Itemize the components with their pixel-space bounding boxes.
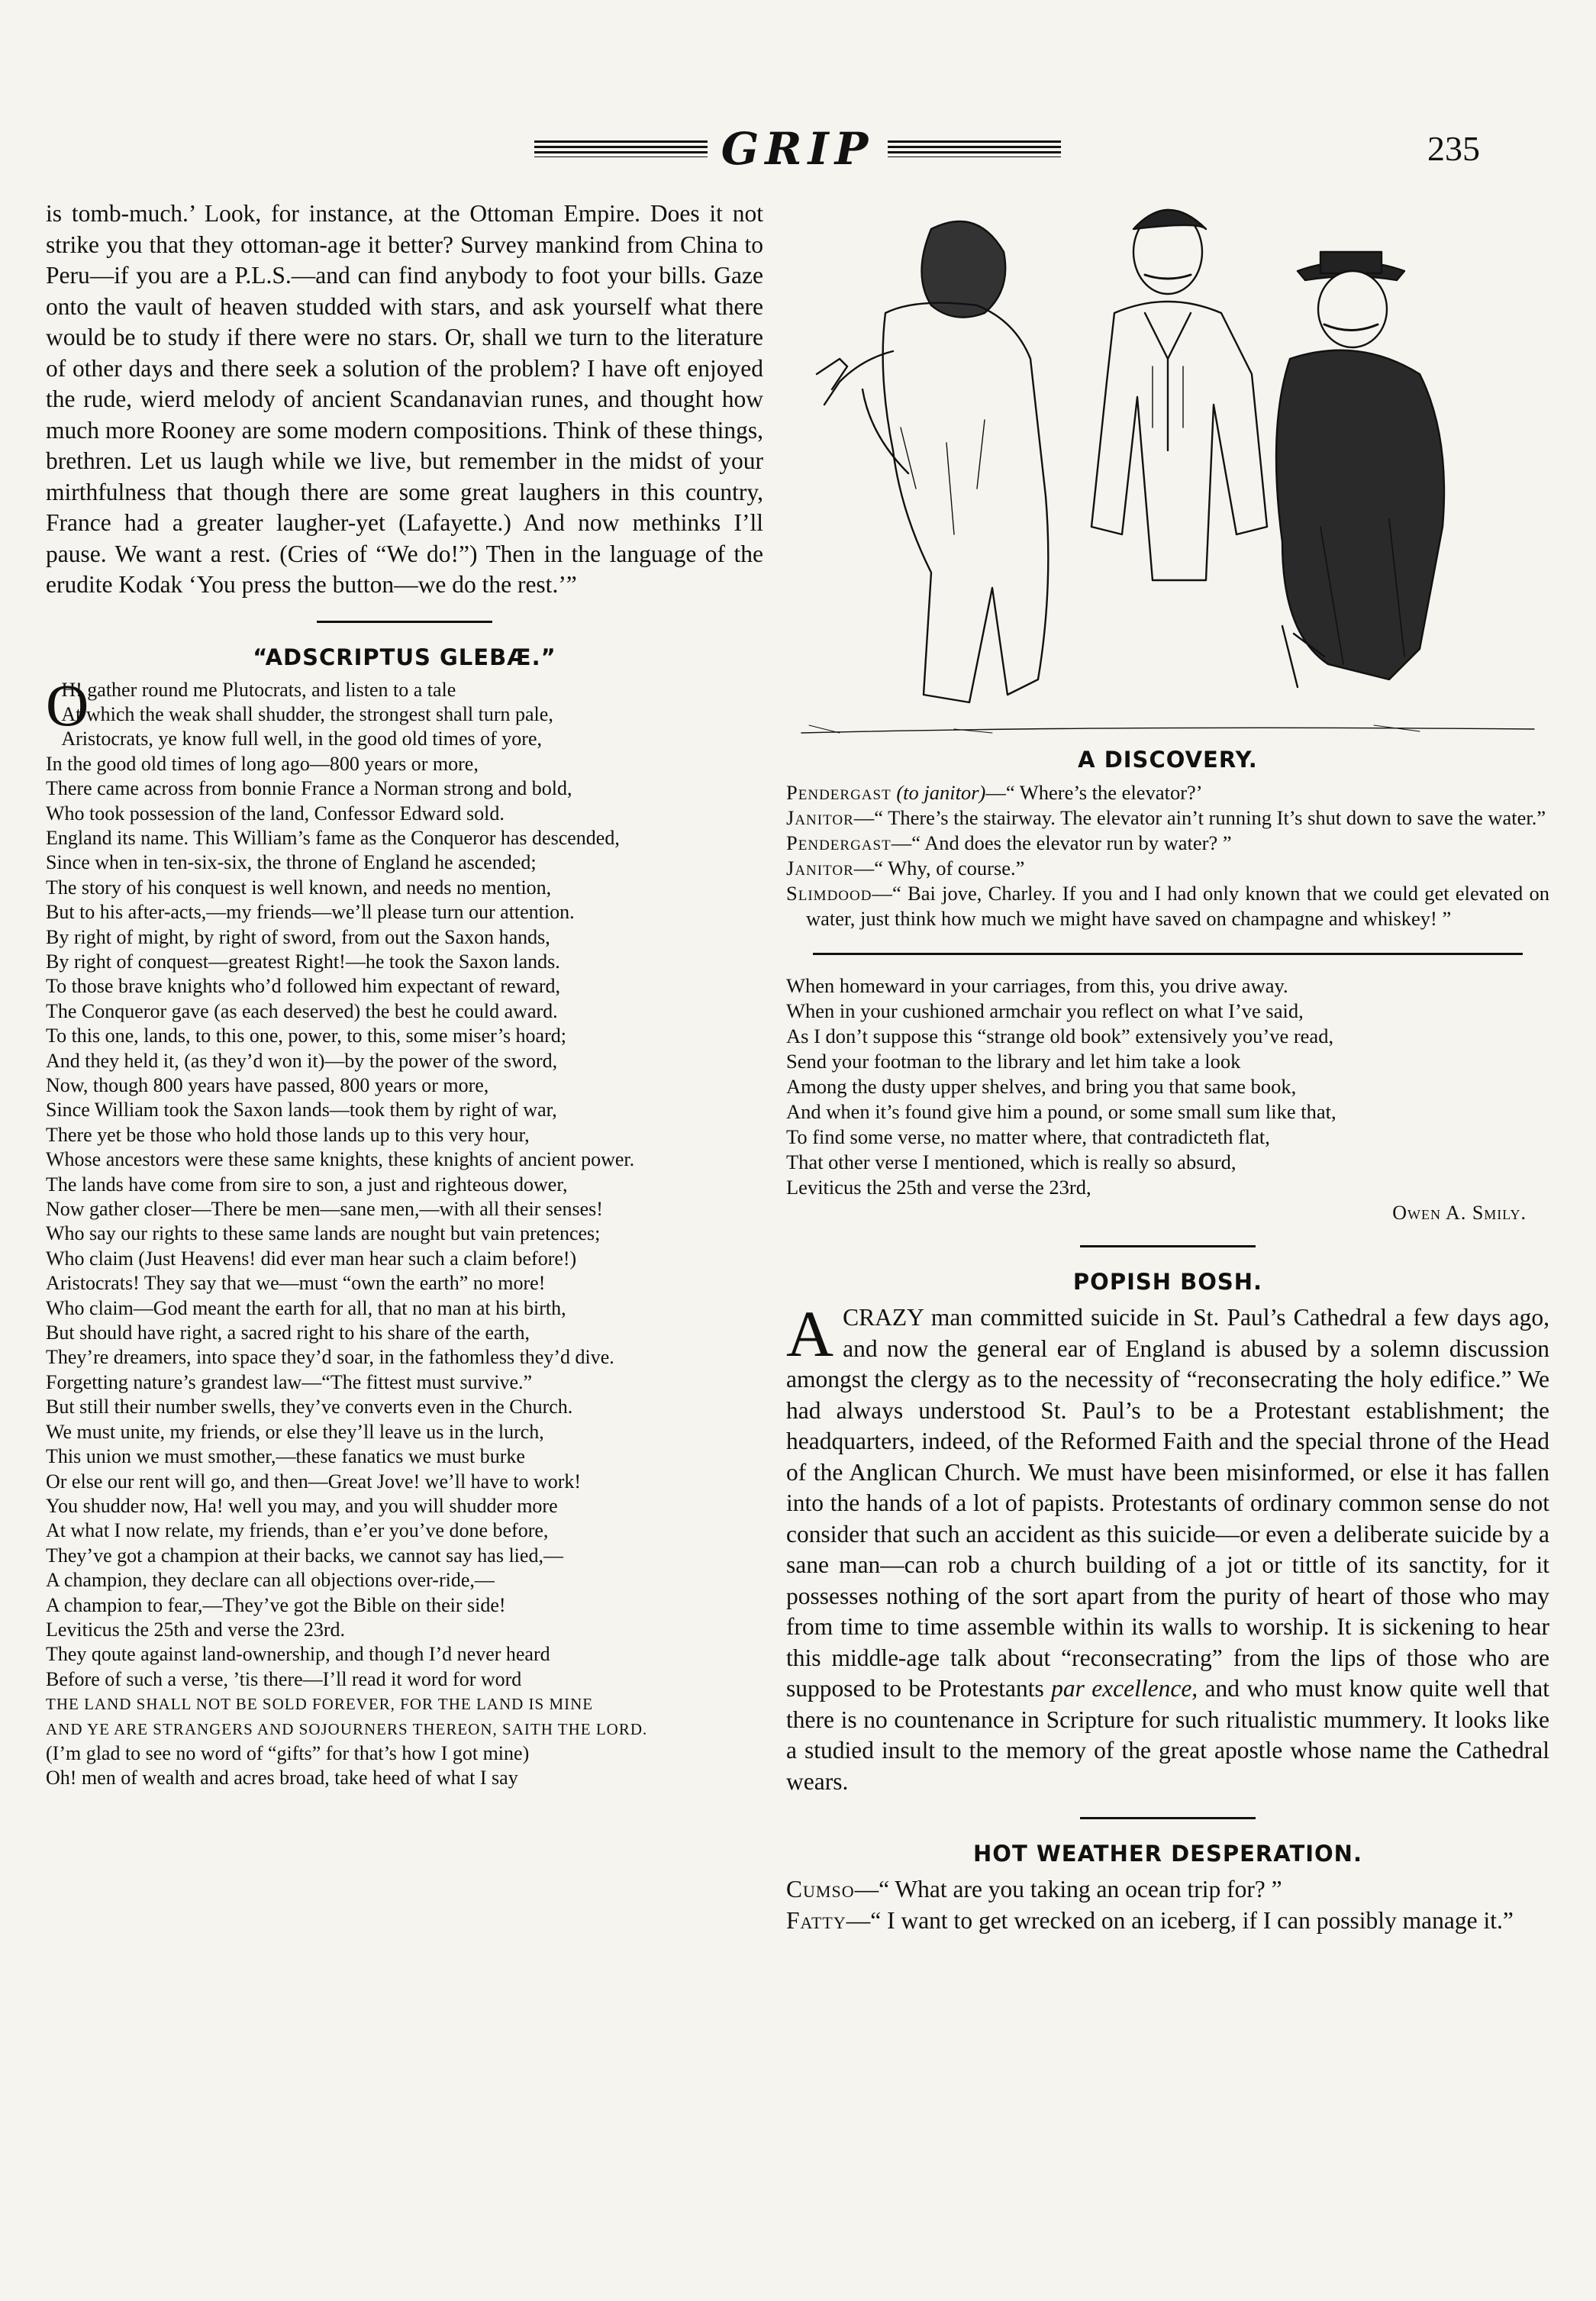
poem-continuation-line: When in your cushioned armchair you reflect on what I’ve said,: [786, 999, 1304, 1022]
hot-weather-line: [786, 1874, 1549, 1906]
poem-line: Oh! men of wealth and acres broad, take heed of what I say: [46, 1767, 518, 1789]
hot-weather-title: HOT WEATHER DESPERATION.: [973, 1841, 1362, 1867]
page-number: 235: [1427, 129, 1480, 168]
dialog-text: —“ Where’s the elevator?’: [985, 781, 1203, 804]
poem-line: But still their number swells, they’ve converts even in the Church.: [46, 1396, 573, 1418]
dialog-text: —“ Why, of course.”: [853, 857, 1025, 879]
poem-line: Aristocrats! They say that we—must “own the earth” no more!: [46, 1272, 546, 1295]
poem-line: Leviticus the 25th and verse the 23rd.: [46, 1618, 346, 1641]
popish-dropcap: A: [786, 1297, 834, 1370]
poem-continuation-line: To find some verse, no matter where, that contradicteth flat,: [786, 1125, 1270, 1148]
poem-signature: Owen A. Smily.: [1392, 1202, 1527, 1224]
popish-text: CRAZY man committed suicide in St. Paul’s Cathedral a few days ago, and now the general ear of England is abused by a solemn discussion amongst the clergy as to the necessity of “reconsecrating the holy edifice.” We had always understood St. Paul’s to be a Protestant establishment; the headquarters, indeed, of the Reformed Faith and the special throne of the Head of the Anglican Church. We must have been misinformed, or else it has fallen into the hands of a lot of papists. Protestants of ordinary common sense do not consider that such an accident as this suicide—or even a deliberate suicide by a sane man—can rob a church building of a jot or tittle of its sanctity, for it possesses nothing of the sort apart from the purity of heart of those who may from time to time assemble within its walls to worship. It is sickening to hear this middle-age talk about “reconsecrating” from the lips of those who are supposed to be Protestants: [786, 1304, 1549, 1702]
section-divider: [317, 621, 492, 623]
poem-line: The lands have come from sire to son, a just and righteous dower,: [46, 1173, 568, 1196]
poem-continuation-line: And when it’s found give him a pound, or some small sum like that,: [786, 1100, 1336, 1123]
poem-continuation-line: As I don’t suppose this “strange old book” extensively you’ve read,: [786, 1025, 1334, 1047]
poem-line: And they held it, (as they’d won it)—by the power of the sword,: [46, 1049, 558, 1072]
poem-line: At what I now relate, my friends, than e’er you’ve done before,: [46, 1519, 549, 1542]
poem-line: A champion to fear,—They’ve got the Bible on their side!: [46, 1593, 506, 1616]
poem-line: They’ve got a champion at their backs, we cannot say has lied,—: [46, 1544, 563, 1567]
dialog-line: [786, 805, 1549, 831]
dialog-line: [786, 881, 1549, 931]
illustration-caption: A DISCOVERY.: [1078, 747, 1258, 773]
dialog-aside: (to janitor): [896, 781, 986, 804]
left-column: [46, 198, 763, 1791]
dialog-text: —“ There’s the stairway. The elevator ain’t running It’s shut down to save the water.”: [853, 806, 1546, 829]
poem-line: There came across from bonnie France a Norman strong and bold,: [46, 777, 572, 800]
poem-title: “ADSCRIPTUS GLEBÆ.”: [253, 644, 556, 670]
dialog-speaker: Janitor: [786, 806, 854, 829]
poem-line: But to his after-acts,—my friends—we’ll please turn our attention.: [46, 901, 575, 924]
poem-line: Aristocrats, ye know full well, in the good old times of yore,: [61, 728, 543, 750]
poem-line: Before of such a verse, ’tis there—I’ll read it word for word: [46, 1667, 522, 1690]
poem-line: They qoute against land-ownership, and though I’d never heard: [46, 1643, 550, 1666]
poem-scripture-line: THE LAND SHALL NOT BE SOLD FOREVER, FOR THE LAND IS MINE: [46, 1695, 594, 1714]
section-divider-wide: [813, 953, 1523, 955]
poem-line: You shudder now, Ha! well you may, and you will shudder more: [46, 1494, 558, 1517]
poem-lines: [46, 671, 763, 1791]
poem-line: Or else our rent will go, and then—Great Jove! we’ll have to work!: [46, 1470, 582, 1493]
publication-title: GRIP: [721, 123, 875, 175]
dialog-line: [786, 856, 1549, 881]
poem-line: This union we must smother,—these fanatics we must burke: [46, 1445, 525, 1468]
poem-continuation: [786, 973, 1549, 1225]
masthead-rule-right: [888, 140, 1061, 157]
dialog-speaker: Pendergast: [786, 781, 892, 804]
poem-line: By right of might, by right of sword, from out the Saxon hands,: [46, 925, 550, 948]
poem-line: Who say our rights to these same lands are nought but vain pretences;: [46, 1222, 601, 1245]
section-divider: [1080, 1817, 1256, 1819]
poem-continuation-line: Among the dusty upper shelves, and bring you that same book,: [786, 1075, 1297, 1098]
poem-continuation-line: Leviticus the 25th and verse the 23rd,: [786, 1176, 1091, 1199]
dialog-speaker: Slimdood: [786, 882, 872, 905]
poem-line: Since when in ten-six-six, the throne of England he ascended;: [46, 851, 537, 874]
masthead: [534, 122, 1061, 176]
poem-continuation-lines: [786, 973, 1549, 1200]
poem-line: The story of his conquest is well known, and needs no mention,: [46, 876, 552, 899]
section-divider: [1080, 1245, 1256, 1247]
poem-line: Now, though 800 years have passed, 800 years or more,: [46, 1074, 489, 1096]
poem-line: Whose ancestors were these same knights, these knights of ancient power.: [46, 1148, 635, 1171]
masthead-rule-left: [534, 140, 708, 157]
hot-weather-speaker: Cumso: [786, 1876, 855, 1902]
poem-continuation-line: Send your footman to the library and let him take a look: [786, 1050, 1241, 1073]
poem-line: H! gather round me Plutocrats, and listen to a tale: [61, 678, 456, 701]
poem-line: England its name. This William’s fame as the Conqueror has descended,: [46, 826, 620, 849]
popish-article: [786, 1297, 1549, 1797]
poem-line: But should have right, a sacred right to his share of the earth,: [46, 1322, 530, 1344]
poem-continuation-line: When homeward in your carriages, from this, you drive away.: [786, 974, 1288, 997]
poem-continuation-line: That other verse I mentioned, which is really so absurd,: [786, 1150, 1236, 1173]
poem-line: They’re dreamers, into space they’d soar, in the fathomless they’d dive.: [46, 1346, 614, 1369]
hot-weather-line: [786, 1906, 1549, 1937]
poem-scripture-line: AND YE ARE STRANGERS AND SOJOURNERS THEREON, SAITH THE LORD.: [46, 1719, 648, 1738]
poem-line: There yet be those who hold those lands up to this very hour,: [46, 1123, 530, 1146]
poem-line: The Conqueror gave (as each deserved) the best he could award.: [46, 999, 558, 1022]
poem-line: Forgetting nature’s grandest law—“The fittest must survive.”: [46, 1370, 533, 1393]
dialog-line: [786, 831, 1549, 856]
dialog-speaker: Janitor: [786, 857, 854, 879]
intro-paragraph: is tomb-much.’ Look, for instance, at the Ottoman Empire. Does it not strike you that they ottoman-age it better? Survey mankind from China to Peru—if you are a P.L.S.—and can find anybody to foot your bills. Gaze onto the vault of heaven studded with stars, and ask yourself what there would be to study if there were no stars. Or, shall we turn to the literature of other days and there seek a solution of the problem? I have oft enjoyed the rude, wierd melody of ancient Scandanavian runes, and thought how much more Rooney are some modern compositions. Think of these things, brethren. Let us laugh while we live, but remember in the midst of your mirthfulness that though there are some great laughers in this country, France had a greater laugher-yet (Lafayette.) And now methinks I’ll pause. We want a rest. (Cries of “We do!”) Then in the language of the erudite Kodak ‘You press the button—we do the rest.’”: [46, 200, 763, 598]
dialog-text: —“ Bai jove, Charley. If you and I had only known that we could get elevated on water, just think how much we might have saved on champagne and whiskey! ”: [806, 882, 1549, 930]
poem-line: To this one, lands, to this one, power, to this, some miser’s hoard;: [46, 1025, 566, 1047]
hot-weather-text: —“ I want to get wrecked on an iceberg, if I can possibly manage it.”: [846, 1906, 1514, 1934]
hot-weather-text: —“ What are you taking an ocean trip for? ”: [854, 1876, 1282, 1902]
poem-line: Who claim—God meant the earth for all, that no man at his birth,: [46, 1296, 566, 1319]
poem-line: Now gather closer—There be men—sane men,—with all their senses!: [46, 1198, 603, 1221]
poem-line: By right of conquest—greatest Right!—he took the Saxon lands.: [46, 950, 560, 973]
poem-line: A champion, they declare can all objections over-ride,—: [46, 1569, 495, 1592]
popish-italic: par excellence,: [1051, 1675, 1198, 1702]
illustration-three-men: [786, 198, 1549, 747]
poem-line: We must unite, my friends, or else they’ll leave us in the lurch,: [46, 1420, 544, 1443]
hot-weather-dialog: [786, 1874, 1549, 1936]
popish-title: POPISH BOSH.: [1072, 1269, 1263, 1295]
poem-line: Since William took the Saxon lands—took them by right of war,: [46, 1099, 557, 1121]
poem-dropcap: O: [46, 671, 89, 738]
dialog-speaker: Pendergast: [786, 831, 892, 854]
dialog-line: [786, 780, 1549, 805]
poem-line: To those brave knights who’d followed him expectant of reward,: [46, 975, 560, 998]
poem-adscriptus: [46, 671, 763, 1791]
poem-line: In the good old times of long ago—800 years or more,: [46, 752, 479, 775]
poem-line: At which the weak shall shudder, the strongest shall turn pale,: [61, 702, 553, 725]
poem-line: Who took possession of the land, Confessor Edward sold.: [46, 802, 505, 825]
hot-weather-speaker: Fatty: [786, 1906, 846, 1934]
discovery-dialog: [786, 780, 1549, 931]
dialog-text: —“ And does the elevator run by water? ”: [891, 831, 1232, 854]
poem-line: Who claim (Just Heavens! did ever man hear such a claim before!): [46, 1247, 577, 1270]
right-column: [786, 198, 1549, 1936]
popish-text-end: and who must know quite well that there is no countenance in Scripture for such ritualistic mummery. It looks like a studied insult to the memory of the great apostle whose name the Cathedral wears.: [786, 1675, 1549, 1795]
poem-line: (I’m glad to see no word of “gifts” for that’s how I got mine): [46, 1741, 530, 1764]
